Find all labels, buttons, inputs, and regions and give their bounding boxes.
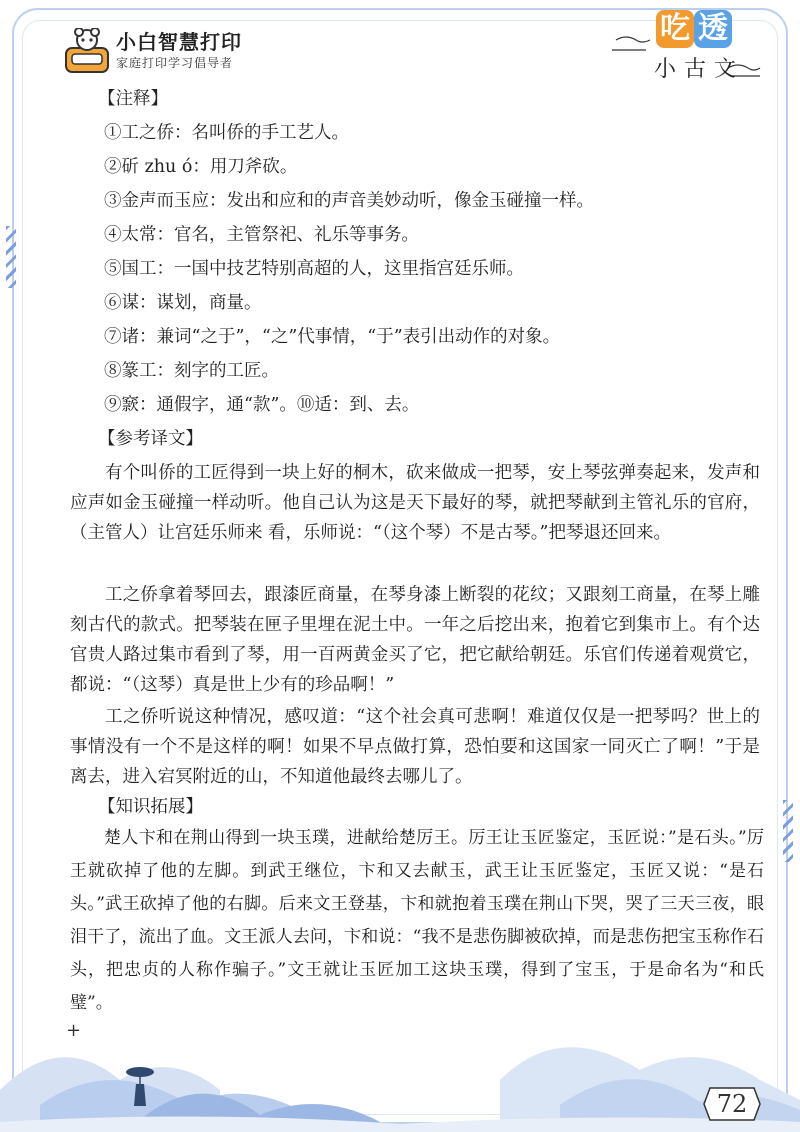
- logo-char-1: 吃: [656, 10, 694, 48]
- right-stripe-decoration: [783, 800, 793, 862]
- logo-small-char-1: 小: [654, 57, 677, 82]
- logo-small-char-2: 古: [684, 57, 707, 82]
- logo-char-2: 透: [694, 10, 732, 48]
- corner-logo: [612, 10, 762, 80]
- translation-heading: 【参考译文】: [98, 429, 203, 449]
- plus-mark: +: [66, 1020, 82, 1041]
- printer-mascot-icon: [64, 28, 110, 76]
- note-item: ⑨窾：通假字，通“款”。⑩适：到、去。: [104, 395, 420, 415]
- note-item: ⑥谋：谋划，商量。: [104, 293, 262, 313]
- knowledge-heading: 【知识拓展】: [98, 797, 203, 817]
- brand-logo: [64, 24, 264, 80]
- note-item: ⑧篆工：刻字的工匠。: [104, 361, 279, 381]
- mountain-landscape-decoration: [0, 1010, 800, 1132]
- note-item: ③金声而玉应：发出和应和的声音美妙动听，像金玉碰撞一样。: [104, 191, 594, 211]
- translation-paragraph: 工之侨拿着琴回去，跟漆匠商量，在琴身漆上断裂的花纹；又跟刻工商量，在琴上雕刻古代的款式。把琴装在匣子里埋在泥土中。一年之后挖出来，抱着它到集市上。有个达官贵人路过集市看到了琴，用一百两黄金买了它，把它献给朝廷。乐官们传递着观赏它，都说：“（这琴）真是世上少有的珍品啊！”: [70, 585, 760, 695]
- translation-paragraph: 工之侨听说这种情况，感叹道：“这个社会真可悲啊！难道仅仅是一把琴吗？世上的事情没有一个不是这样的啊！如果不早点做打算，恐怕要和这国家一同灭亡了啊！”于是离去，进入宕冥附近的山，不知道他最终去哪儿了。: [70, 707, 760, 787]
- knowledge-paragraph: 楚人卞和在荆山得到一块玉璞，进献给楚厉王。厉王让玉匠鉴定，玉匠说：”是石头。”厉王就砍掉了他的左脚。到武王继位，卞和又去献玉，武王让玉匠鉴定，玉匠又说：“是石头。”武王砍掉了他的右脚。后来文王登基，卞和就抱着玉璞在荆山下哭，哭了三天三夜，眼泪干了，流出了血。文王派人去问，卞和说：“我不是悲伤脚被砍掉，而是悲伤把宝玉称作石头，把忠贞的人称作骗子。”文王就让玉匠加工这块玉璞，得到了宝玉，于是命名为“和氏璧”。: [70, 828, 764, 1013]
- note-item: ⑤国工：一国中技艺特别高超的人，这里指宫廷乐师。: [104, 259, 524, 279]
- logo-small-char-3: 文: [714, 57, 737, 82]
- page-number-badge: [702, 1086, 762, 1122]
- brand-title: 小白智慧打印: [116, 30, 242, 54]
- brand-subtitle: 家庭打印学习倡导者: [116, 56, 234, 70]
- note-item: ④太常：官名，主管祭祀、礼乐等事务。: [104, 225, 419, 245]
- translation-paragraph: 有个叫侨的工匠得到一块上好的桐木，砍来做成一把琴，安上琴弦弹奏起来，发声和应声如金玉碰撞一样动听。他自己认为这是天下最好的琴，就把琴献到主管礼乐的官府，（主管人）让宫廷乐师来 看，乐师说：“（这个琴）不是古琴。”把琴退还回来。: [70, 463, 760, 543]
- page-number: 72: [716, 1090, 748, 1118]
- note-item: ②斫 zhu ó：用刀斧砍。: [104, 157, 298, 177]
- note-item: ⑦诸：兼词“之于”，“之”代事情，“于”表引出动作的对象。: [104, 327, 561, 347]
- note-item: ①工之侨：名叫侨的手工艺人。: [104, 123, 349, 143]
- left-stripe-decoration: [6, 226, 16, 288]
- notes-heading: 【注释】: [98, 89, 168, 109]
